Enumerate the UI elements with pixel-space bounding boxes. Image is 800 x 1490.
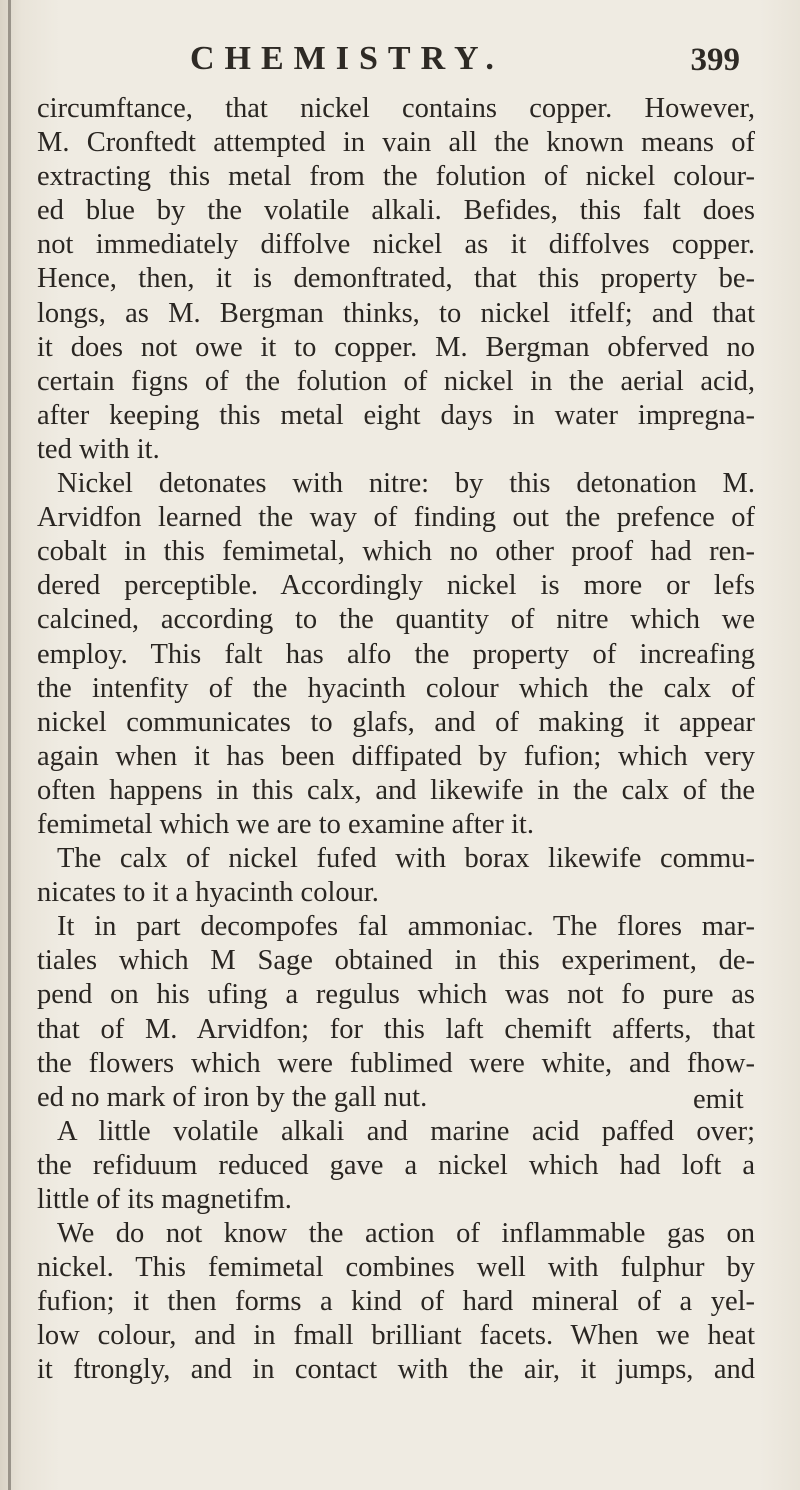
text-line: tiales which M Sage obtained in this experiment, de- [37,945,755,977]
text-line: ted with it. [37,433,160,465]
running-head [130,40,740,90]
text-line: M. Cronftedt attempted in vain all the known means of [37,127,755,159]
text-line: ed blue by the volatile alkali. Befides, this falt does [37,195,755,227]
text-line: pend on his ufing a regulus which was not fo pure as [37,979,755,1011]
text-line: extracting this metal from the folution of nickel colour- [37,161,755,193]
text-line: A little volatile alkali and marine acid paffed over; [57,1115,755,1147]
text-line: employ. This falt has alfo the property of increafing [37,638,755,670]
text-line: little of its magnetifm. [37,1184,292,1215]
text-line: The calx of nickel fufed with borax likewife commu- [57,843,755,875]
text-line: it does not owe it to copper. M. Bergman obferved no [37,331,755,363]
text-line: the intenfity of the hyacinth colour which the calx of [37,672,755,704]
text-line: nicates to it a hyacinth colour. [37,877,379,909]
text-line: Hence, then, it is demonftrated, that this property be- [37,263,755,295]
text-line: fufion; it then forms a kind of hard mineral of a yel- [37,1286,755,1318]
text-line: that of M. Arvidfon; for this laft chemift afferts, that [37,1013,755,1045]
text-line: not immediately diffolve nickel as it diffolves copper. [37,229,755,261]
body-text [37,92,797,1388]
text-line: femimetal which we are to examine after it. [37,808,534,840]
text-line: certain figns of the folution of nickel in the aerial acid, [37,365,755,397]
text-line: low colour, and in fmall brilliant facets. When we heat [37,1320,755,1352]
text-line: the flowers which were fublimed were white, and fhow- [37,1047,755,1079]
text-line: after keeping this metal eight days in water impregna- [37,399,755,431]
page-gutter-edge [8,0,11,1490]
text-line: We do not know the action of inflammable gas on [57,1218,755,1250]
page-number: 399 [690,42,740,78]
text-line: Arvidfon learned the way of finding out the prefence of [37,502,755,534]
text-line: often happens in this calx, and likewife in the calx of the [37,774,755,806]
text-line: calcined, according to the quantity of nitre which we [37,604,755,636]
text-line: dered perceptible. Accordingly nickel is more or lefs [37,570,755,602]
running-title: CHEMISTRY. [190,40,504,77]
text-line: cobalt in this femimetal, which no other proof had ren- [37,536,755,568]
text-line: it ftrongly, and in contact with the air, it jumps, and [37,1354,755,1386]
text-line: again when it has been diffipated by fufion; which very [37,740,755,772]
text-line: nickel. This femimetal combines well with fulphur by [37,1252,755,1284]
text-line: longs, as M. Bergman thinks, to nickel itfelf; and that [37,297,755,329]
text-line: circumftance, that nickel contains copper. However, [37,93,755,124]
catchword: emit [693,1084,744,1115]
text-line: nickel communicates to glafs, and of making it appear [37,706,755,738]
text-line: the refiduum reduced gave a nickel which had loft a [37,1149,755,1181]
text-line: Nickel detonates with nitre: by this detonation M. [57,468,755,500]
text-line: It in part decompofes fal ammoniac. The flores mar- [57,911,755,943]
text-line: ed no mark of iron by the gall nut. [37,1081,428,1113]
